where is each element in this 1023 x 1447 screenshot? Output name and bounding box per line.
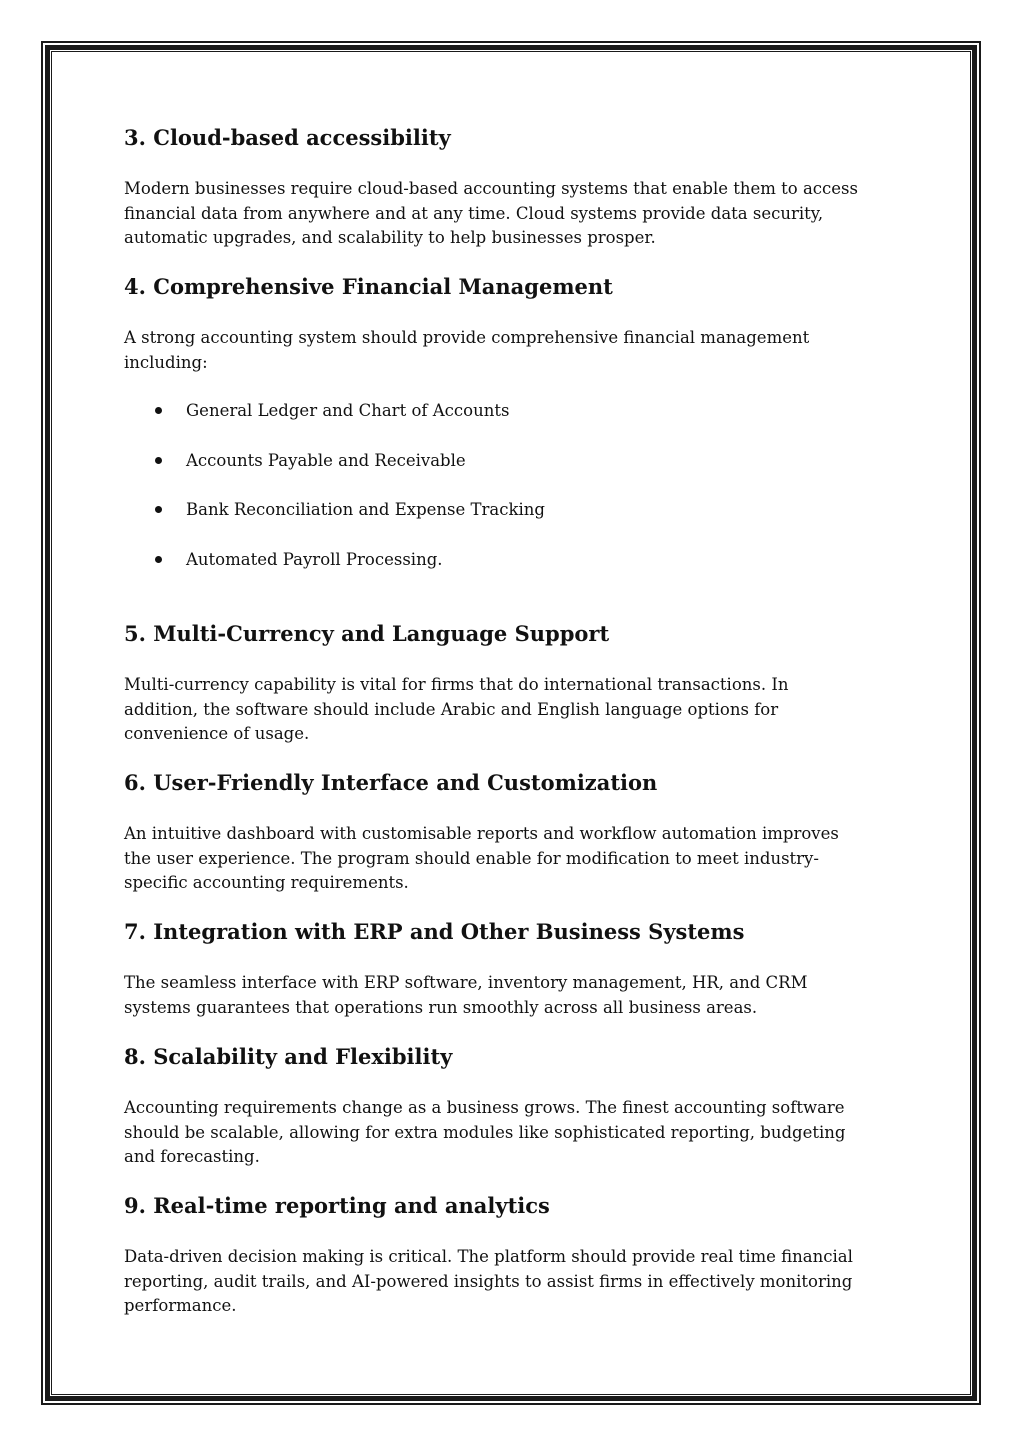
list-item-label: Automated Payroll Processing. bbox=[186, 550, 443, 569]
paragraph-line: systems guarantees that operations run smoothly across all business areas. bbox=[124, 997, 758, 1017]
paragraph-line: convenience of usage. bbox=[124, 724, 310, 743]
bullet-icon bbox=[155, 506, 162, 513]
section-paragraph-realtime-reporting bbox=[124, 1245, 904, 1319]
paragraph-line: Modern businesses require cloud-based accounting systems that enable them to access bbox=[124, 179, 858, 198]
paragraph-line: A strong accounting system should provide comprehensive financial management bbox=[124, 328, 810, 347]
paragraph-line: Multi-currency capability is vital for firms that do international transactions. In bbox=[124, 675, 789, 694]
paragraph-line: Accounting requirements change as a business grows. The finest accounting software bbox=[124, 1098, 845, 1117]
paragraph-line: performance. bbox=[124, 1296, 237, 1315]
paragraph-line: financial data from anywhere and at any time. Cloud systems provide data security, bbox=[124, 203, 824, 223]
paragraph-line: including: bbox=[124, 352, 208, 372]
paragraph-line: automatic upgrades, and scalability to help businesses prosper. bbox=[124, 228, 656, 247]
paragraph-line: should be scalable, allowing for extra modules like sophisticated reporting, budgeting bbox=[124, 1122, 846, 1142]
paragraph-line: An intuitive dashboard with customisable reports and workflow automation improves bbox=[124, 824, 839, 843]
section-heading-cloud-accessibility: 3. Cloud-based accessibility bbox=[124, 125, 451, 150]
section-paragraph-multi-currency bbox=[124, 673, 904, 747]
section-heading-multi-currency: 5. Multi-Currency and Language Support bbox=[124, 621, 610, 646]
section-heading-user-interface: 6. User-Friendly Interface and Customization bbox=[124, 770, 658, 795]
section-paragraph-user-interface bbox=[124, 822, 904, 896]
bullet-icon bbox=[155, 457, 162, 464]
paragraph-line: specific accounting requirements. bbox=[124, 873, 409, 892]
section-paragraph-cloud-accessibility bbox=[124, 177, 904, 251]
section-heading-scalability: 8. Scalability and Flexibility bbox=[124, 1044, 453, 1069]
section-paragraph-erp-integration bbox=[124, 971, 904, 1020]
list-item-label: General Ledger and Chart of Accounts bbox=[186, 401, 510, 420]
paragraph-line: Data-driven decision making is critical. The platform should provide real time financial bbox=[124, 1247, 853, 1266]
list-item-label: Accounts Payable and Receivable bbox=[186, 451, 466, 470]
section-heading-realtime-reporting: 9. Real-time reporting and analytics bbox=[124, 1193, 550, 1218]
paragraph-line: reporting, audit trails, and AI-powered insights to assist firms in effectively monitoring bbox=[124, 1271, 853, 1291]
section-heading-financial-management: 4. Comprehensive Financial Management bbox=[124, 274, 613, 299]
bullet-icon bbox=[155, 407, 162, 414]
paragraph-line: The seamless interface with ERP software, inventory management, HR, and CRM bbox=[124, 973, 808, 992]
section-paragraph-financial-management bbox=[124, 326, 904, 375]
bullet-icon bbox=[155, 556, 162, 563]
section-paragraph-scalability bbox=[124, 1096, 904, 1170]
paragraph-line: the user experience. The program should enable for modification to meet industry- bbox=[124, 848, 819, 868]
section-heading-erp-integration: 7. Integration with ERP and Other Business Systems bbox=[124, 919, 745, 944]
paragraph-line: and forecasting. bbox=[124, 1147, 260, 1166]
paragraph-line: addition, the software should include Arabic and English language options for bbox=[124, 699, 779, 719]
list-item-label: Bank Reconciliation and Expense Tracking bbox=[186, 500, 545, 519]
